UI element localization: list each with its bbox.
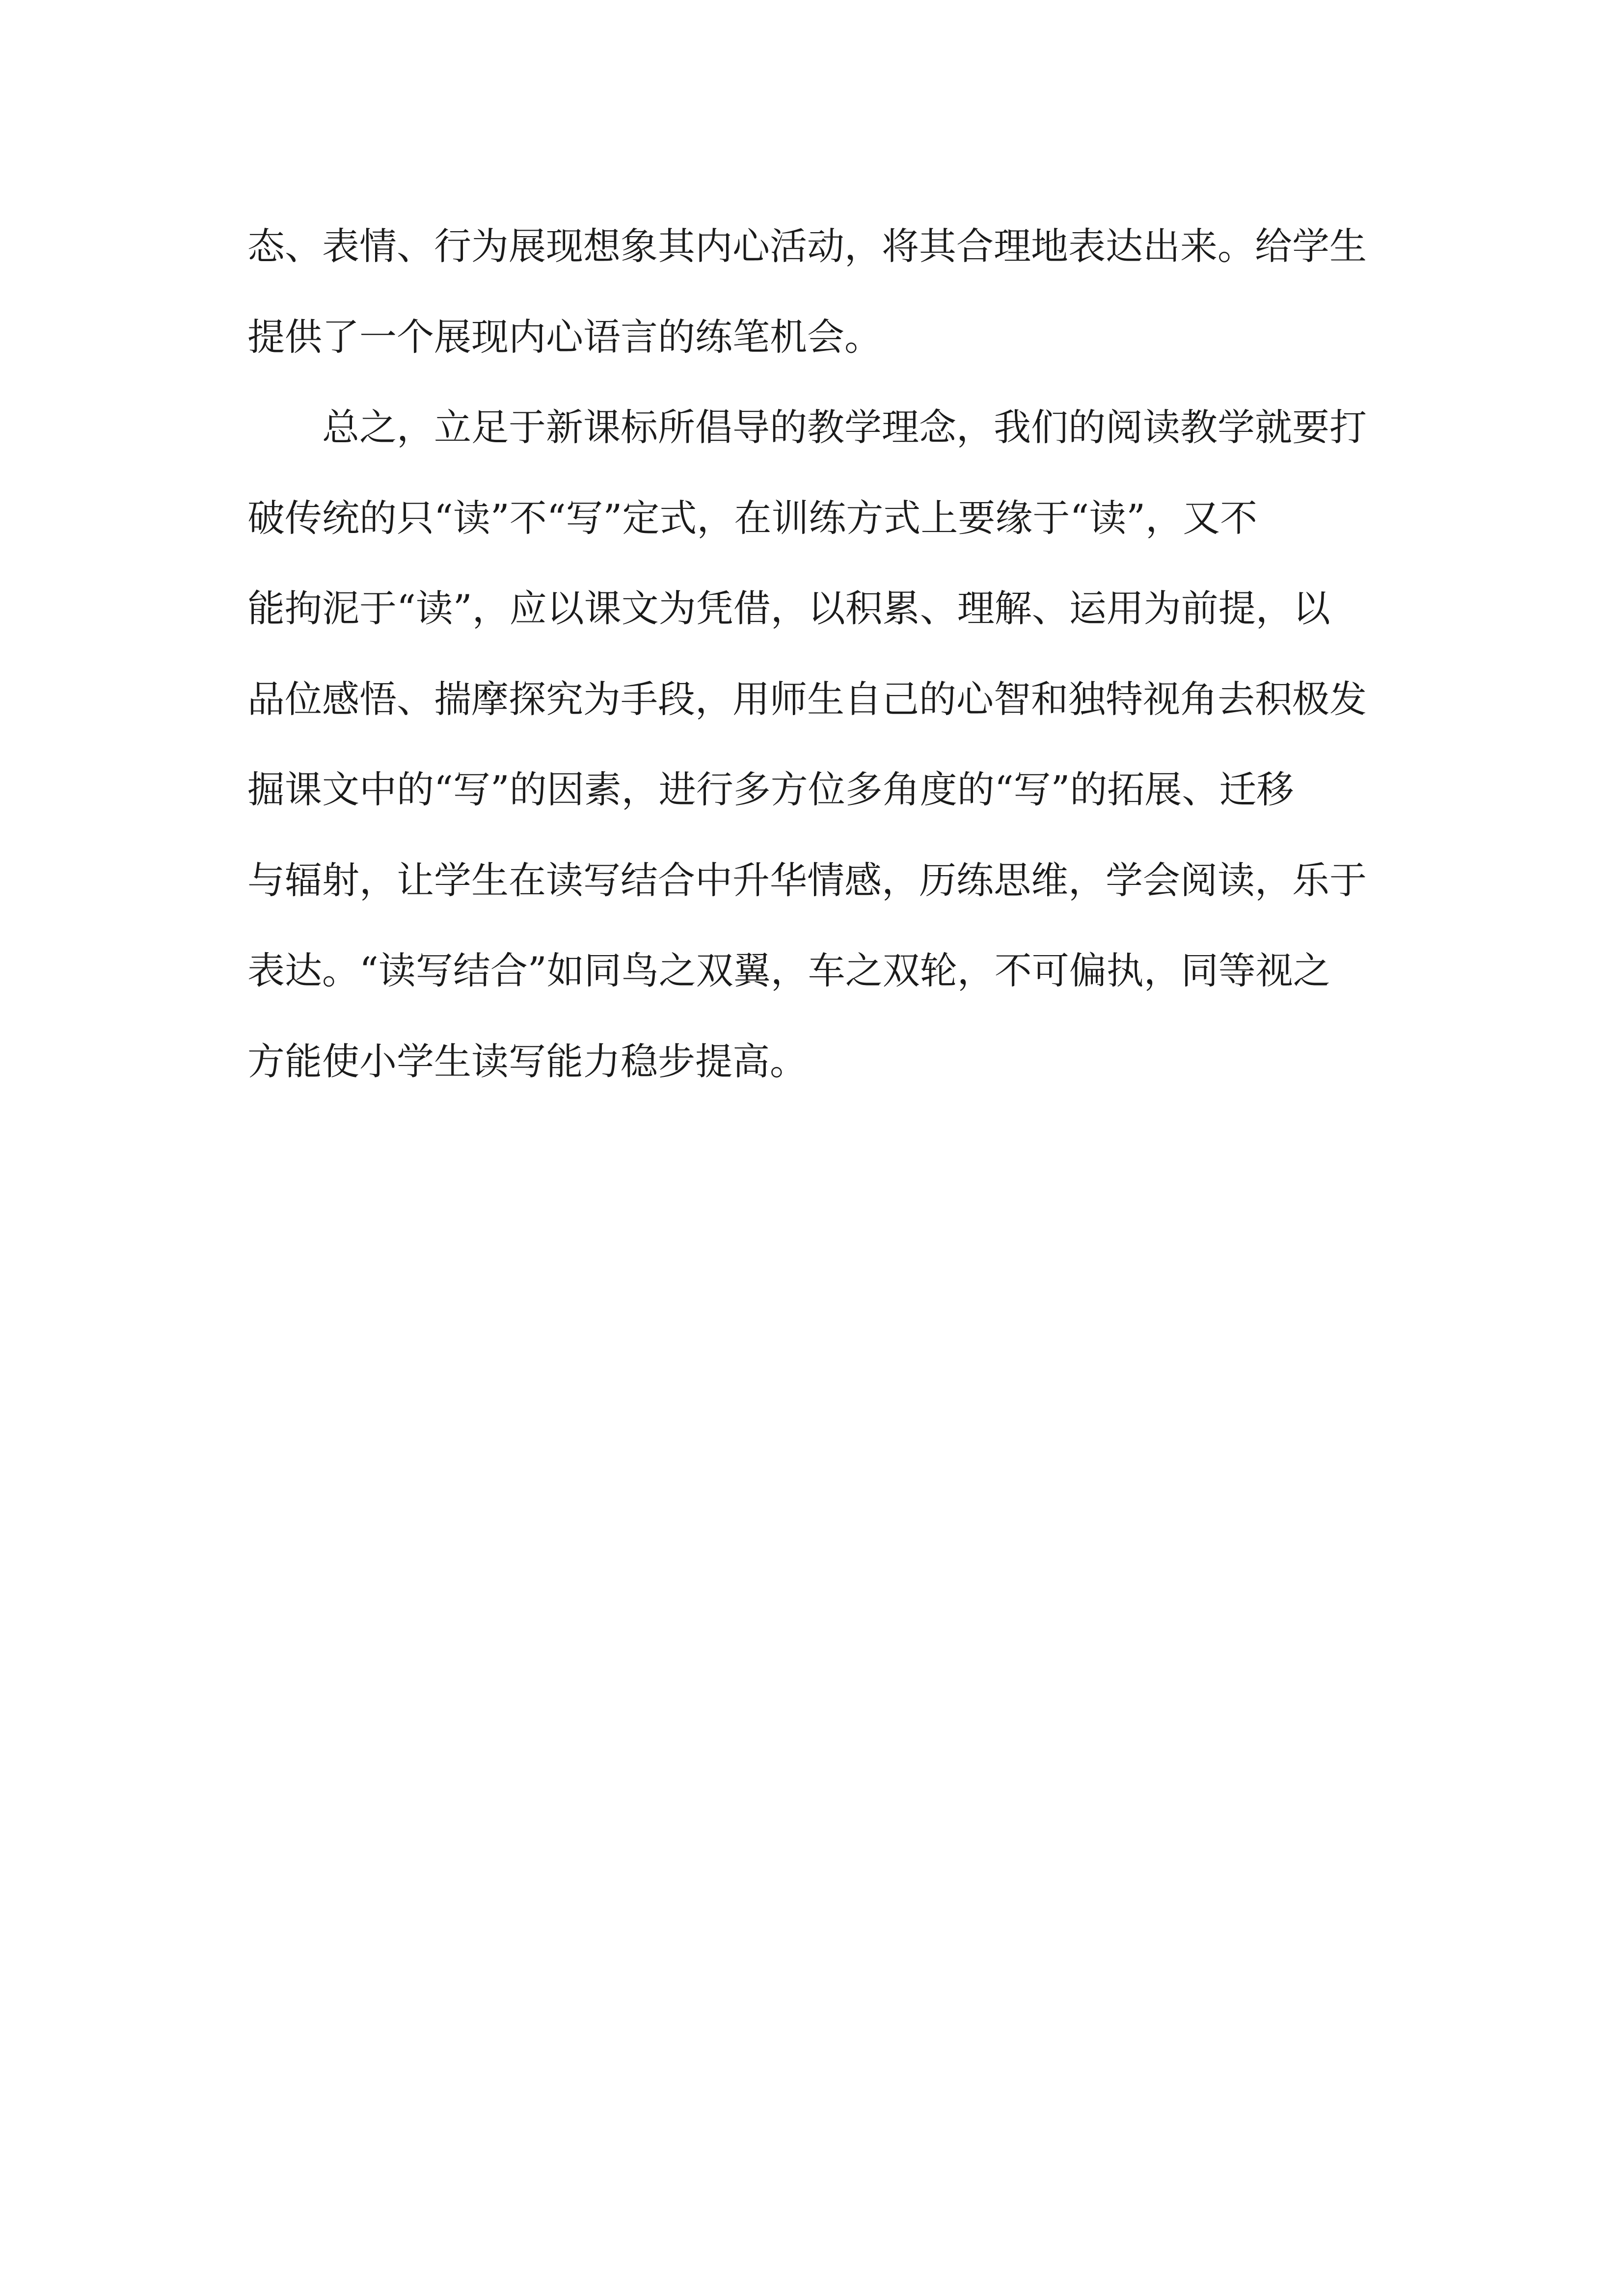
body-text xyxy=(247,201,1394,1107)
paragraph-2-line-6: 与辐射，让学生在读写结合中升华情感，历练思维，学会阅读，乐于 xyxy=(247,858,1367,902)
paragraph-2-line-3: 能拘泥于“读”，应以课文为凭借，以积累、理解、运用为前提，以 xyxy=(247,587,1330,630)
paragraph-1-line-1: 态、表情、行为展现想象其内心活动，将其合理地表达出来。给学生 xyxy=(247,224,1367,268)
paragraph-1-line-2: 提供了一个展现内心语言的练笔机会。 xyxy=(247,315,882,359)
paragraph-2-line-5: 掘课文中的“写”的因素，进行多方位多角度的“写”的拓展、迁移 xyxy=(247,768,1294,811)
paragraph-2-line-1: 总之，立足于新课标所倡导的教学理念，我们的阅读教学就要打 xyxy=(322,405,1367,449)
paragraph-2-line-2: 破传统的只“读”不“写”定式，在训练方式上要缘于“读”，又不 xyxy=(247,496,1258,540)
paragraph-2-line-4: 品位感悟、揣摩探究为手段，用师生自己的心智和独特视角去积极发 xyxy=(247,677,1367,721)
paragraph-2-line-7: 表达。“读写结合”如同鸟之双翼，车之双轮，不可偏执，同等视之 xyxy=(247,949,1330,992)
paragraph-2-line-8: 方能使小学生读写能力稳步提高。 xyxy=(247,1039,807,1083)
